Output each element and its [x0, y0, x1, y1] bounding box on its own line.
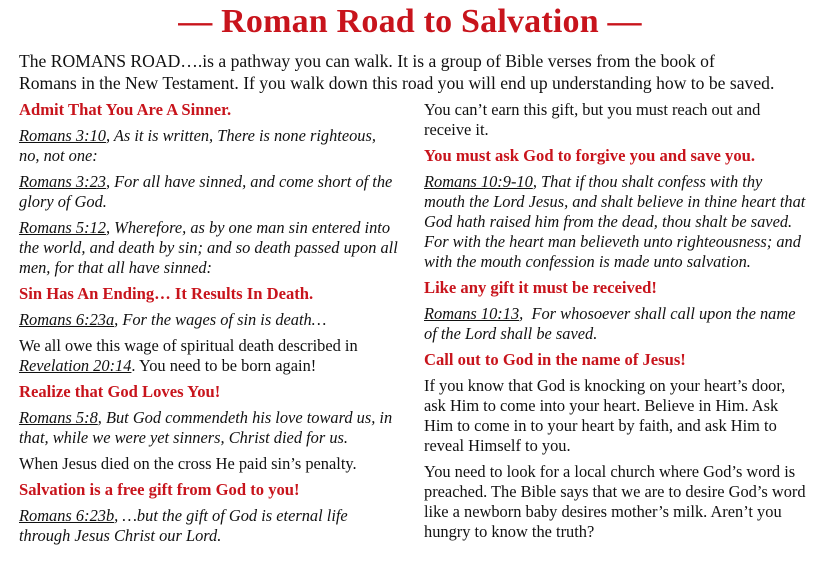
verse-reference: Romans 3:23	[19, 172, 106, 191]
verse-reference: Romans 10:13	[424, 304, 520, 323]
verse-romans-6-23a	[19, 310, 397, 330]
paragraph-text: receive it.	[424, 120, 489, 139]
paragraph-knocking	[424, 376, 809, 456]
verse-reference: Romans 5:12	[19, 218, 106, 237]
heading-call-out: Call out to God in the name of Jesus!	[424, 350, 686, 369]
heading-sin-ending: Sin Has An Ending… It Results In Death.	[19, 284, 314, 303]
heading-free-gift: Salvation is a free gift from God to you!	[19, 480, 300, 499]
verse-romans-10-13	[424, 304, 809, 344]
paragraph-text: reveal Himself to you.	[424, 436, 571, 455]
verse-text: God hath raised him from the dead, thou shalt be saved.	[424, 212, 793, 231]
verse-text: , Wherefore, as by one man sin entered into	[105, 218, 391, 237]
verse-text: men, for that all have sinned:	[19, 258, 213, 277]
heading-gift-received: Like any gift it must be received!	[424, 278, 657, 297]
heading-admit-sinner: Admit That You Are A Sinner.	[19, 100, 232, 119]
verse-text: For with the heart man believeth unto righteousness; and	[424, 232, 801, 251]
paragraph-earn-gift	[424, 100, 809, 140]
verse-text: mouth the Lord Jesus, and shalt believe in thine heart that	[424, 192, 806, 211]
right-column	[424, 100, 809, 548]
paragraph-wage-of-death	[19, 336, 397, 376]
heading-god-loves-you: Realize that God Loves You!	[19, 382, 221, 401]
verse-text: of the Lord shall be saved.	[424, 324, 598, 343]
verse-reference: Revelation 20:14	[19, 356, 132, 375]
verse-text: , As it is written, There is none righteous,	[105, 126, 376, 145]
paragraph-text: When Jesus died on the cross He paid sin’s penalty.	[19, 454, 357, 473]
verse-romans-10-9-10	[424, 172, 809, 272]
verse-romans-5-12	[19, 218, 397, 278]
verse-romans-6-23b	[19, 506, 397, 546]
verse-romans-3-23	[19, 172, 397, 212]
heading-ask-god: You must ask God to forgive you and save you.	[424, 146, 755, 165]
verse-reference: Romans 10:9-10	[424, 172, 533, 191]
paragraph-text: Him to come in to your heart by faith, and ask Him to	[424, 416, 777, 435]
paragraph-text: If you know that God is knocking on your heart’s door,	[424, 376, 786, 395]
left-column	[19, 100, 397, 552]
intro-paragraph	[19, 50, 814, 94]
paragraph-text: ask Him to come into your heart. Believe in Him. Ask	[424, 396, 779, 415]
verse-text: glory of God.	[19, 192, 107, 211]
paragraph-text: . You need to be born again!	[131, 356, 317, 375]
paragraph-text: preached. The Bible says that we are to desire God’s word	[424, 482, 806, 501]
verse-romans-3-10	[19, 126, 397, 166]
verse-reference: Romans 6:23b	[19, 506, 115, 525]
verse-text: the world, and death by sin; and so death passed upon all	[19, 238, 398, 257]
intro-line: Romans in the New Testament. If you walk down this road you will end up understanding how to be saved.	[19, 73, 775, 93]
verse-text: , But God commendeth his love toward us, in	[97, 408, 393, 427]
verse-reference: Romans 3:10	[19, 126, 106, 145]
paragraph-local-church	[424, 462, 809, 542]
verse-reference: Romans 5:8	[19, 408, 98, 427]
paragraph-text: hungry to know the truth?	[424, 522, 595, 541]
page-title: — Roman Road to Salvation —	[178, 3, 642, 40]
paragraph-text: You can’t earn this gift, but you must reach out and	[424, 100, 761, 119]
verse-romans-5-8	[19, 408, 397, 448]
intro-line: The ROMANS ROAD….is a pathway you can walk. It is a group of Bible verses from the book of	[19, 51, 715, 71]
verse-text: no, not one:	[19, 146, 98, 165]
verse-text: that, while we were yet sinners, Christ died for us.	[19, 428, 349, 447]
verse-text: , For all have sinned, and come short of the	[105, 172, 393, 191]
verse-text: , For whosoever shall call upon the name	[519, 304, 796, 323]
paragraph-paid-penalty	[19, 454, 397, 474]
verse-text: , …but the gift of God is eternal life	[114, 506, 348, 525]
verse-text: through Jesus Christ our Lord.	[19, 526, 222, 545]
verse-text: , That if thou shalt confess with thy	[532, 172, 763, 191]
paragraph-text: You need to look for a local church where God’s word is	[424, 462, 796, 481]
verse-text: with the mouth confession is made unto salvation.	[424, 252, 751, 271]
paragraph-text: like a newborn baby desires mother’s milk. Aren’t you	[424, 502, 782, 521]
verse-reference: Romans 6:23a	[19, 310, 115, 329]
verse-text: , For the wages of sin is death…	[114, 310, 327, 329]
paragraph-text: We all owe this wage of spiritual death described in	[19, 336, 358, 355]
